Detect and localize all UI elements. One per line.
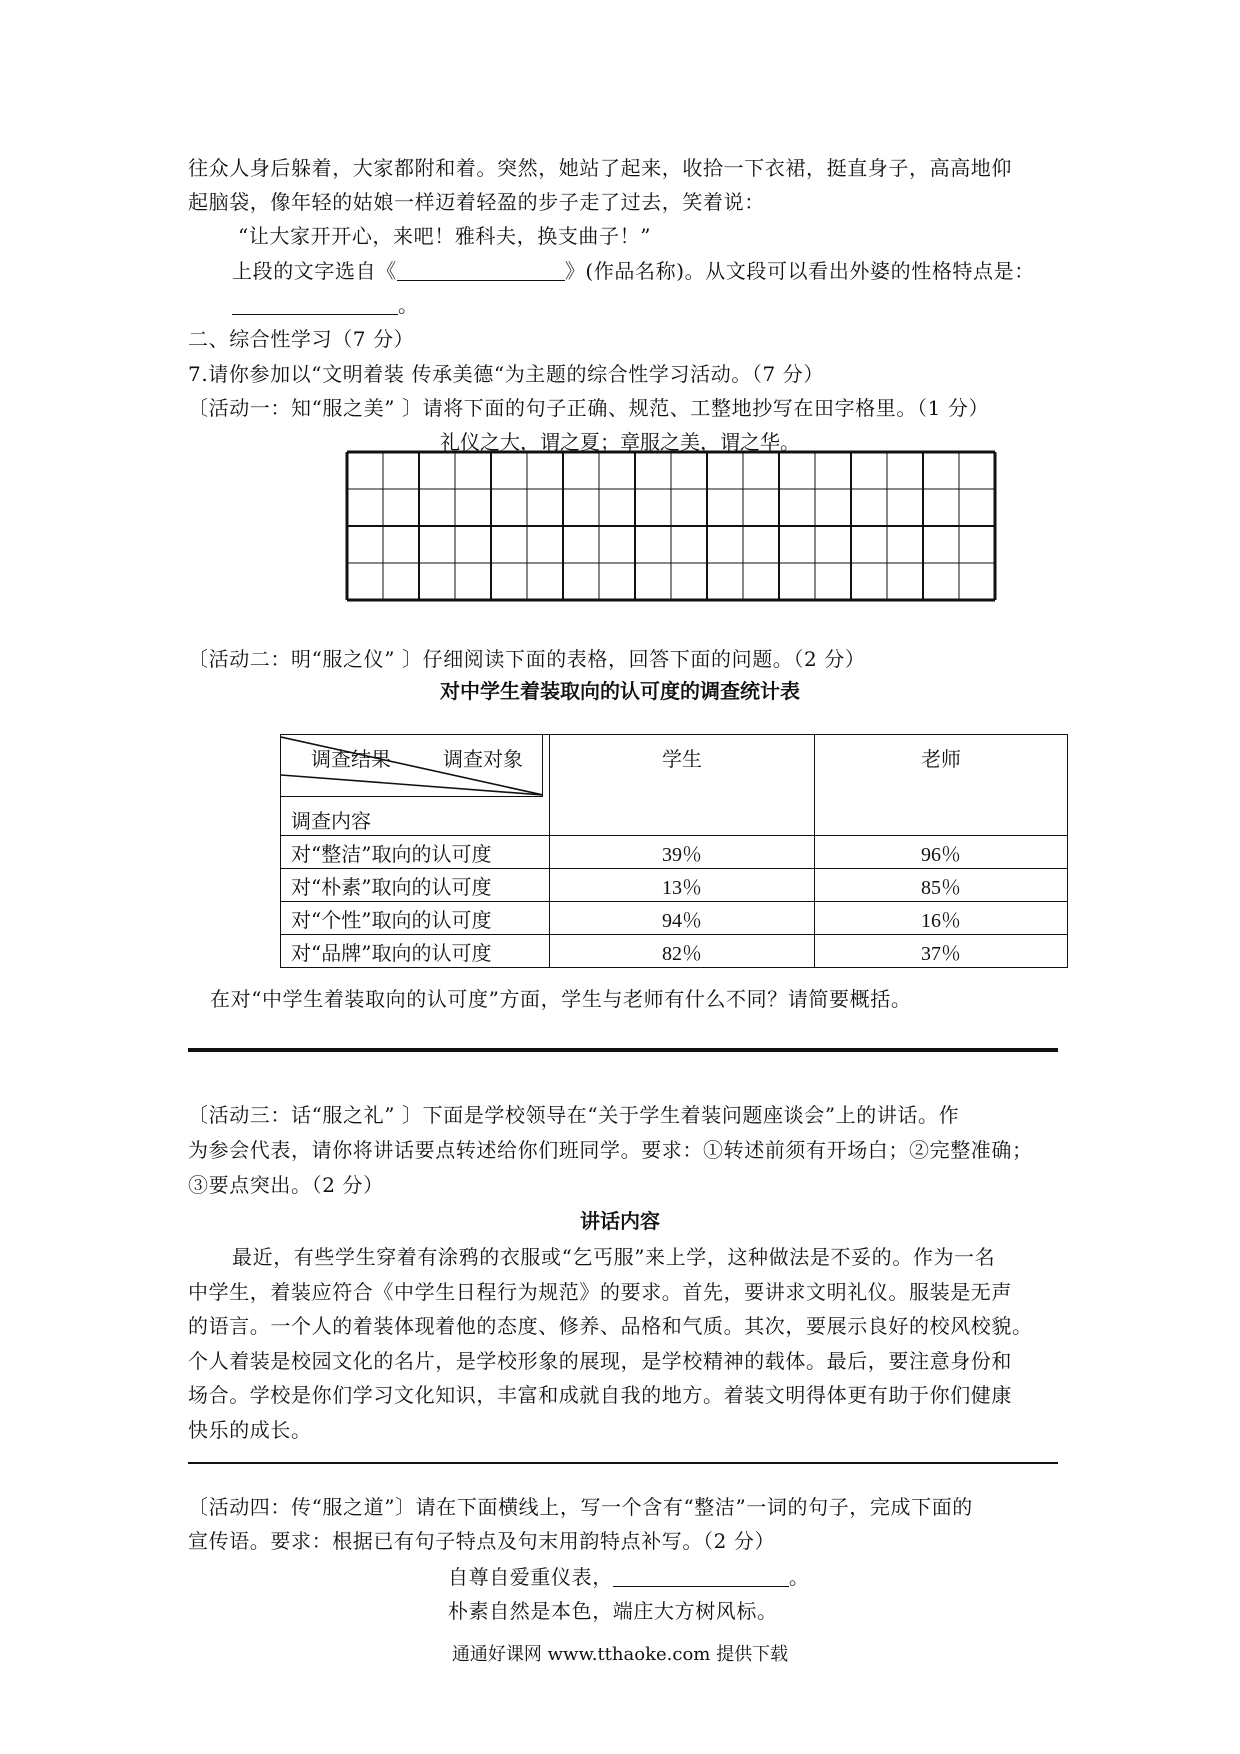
row-item: 对“整洁”取向的认可度	[281, 836, 550, 869]
grid-lines	[347, 452, 995, 600]
speech-line: 场合。学校是你们学习文化知识，丰富和成就自我的地方。着装文明得体更有助于你们健康	[188, 1383, 1012, 1407]
slogan-line-1	[448, 1562, 809, 1592]
table-row	[281, 935, 1068, 968]
survey-table	[280, 734, 1068, 968]
header-content: 调查内容	[291, 809, 371, 833]
passage-quote: “让大家开开心，来吧！雅科夫，换支曲子！”	[238, 224, 652, 248]
row-teachers: 37％	[815, 935, 1068, 968]
answer-blank-trait[interactable]	[232, 294, 398, 315]
diagonal-box	[281, 735, 543, 797]
table-row	[281, 902, 1068, 935]
row-item: 对“朴素”取向的认可度	[281, 869, 550, 902]
header-teachers: 老师	[815, 735, 1068, 836]
footer-credit: 通通好课网 www.tthaoke.com 提供下载	[451, 1644, 789, 1665]
activity4-line: 宣传语。要求：根据已有句子特点及句末用韵特点补写。（2 分）	[188, 1529, 776, 1553]
diagonal-header-cell	[281, 735, 550, 836]
speech-line: 中学生，着装应符合《中学生日程行为规范》的要求。首先，要讲求文明礼仪。服装是无声	[188, 1280, 1012, 1304]
activity2-question: 在对“中学生着装取向的认可度”方面，学生与老师有什么不同？请简要概括。	[210, 987, 912, 1011]
question-answer-line	[232, 290, 419, 320]
slogan-blank[interactable]	[613, 1566, 789, 1587]
row-item: 对“个性”取向的认可度	[281, 902, 550, 935]
passage-line: 往众人身后躲着，大家都附和着。突然，她站了起来，收拾一下衣裙，挺直身子，高高地仰	[188, 156, 1012, 180]
question-text: 上段的文字选自《	[232, 259, 397, 283]
period: 。	[788, 1565, 810, 1589]
row-teachers: 96％	[815, 836, 1068, 869]
row-students: 13％	[550, 869, 815, 902]
speech-line: 快乐的成长。	[188, 1418, 312, 1442]
row-students: 39％	[550, 836, 815, 869]
row-teachers: 85％	[815, 869, 1068, 902]
answer-line[interactable]	[188, 1462, 1058, 1464]
activity2-label: 〔活动二：明“服之仪” 〕仔细阅读下面的表格，回答下面的问题。（2 分）	[188, 647, 866, 671]
question-text: 》(作品名称)。从文段可以看出外婆的性格特点是：	[564, 259, 1035, 283]
table-row	[281, 836, 1068, 869]
period: 。	[398, 293, 419, 317]
table-row	[281, 869, 1068, 902]
row-students: 82％	[550, 935, 815, 968]
question-7: 7.请你参加以“文明着装 传承美德“为主题的综合性学习活动。（7 分）	[188, 362, 824, 386]
table-title: 对中学生着装取向的认可度的调查统计表	[440, 679, 800, 703]
activity1-label: 〔活动一：知“服之美” 〕请将下面的句子正确、规范、工整地抄写在田字格里。（1 分）	[188, 396, 990, 420]
answer-line[interactable]	[188, 1048, 1058, 1052]
row-teachers: 16％	[815, 902, 1068, 935]
section-heading: 二、综合性学习（7 分）	[188, 327, 415, 351]
slogan-line-2: 朴素自然是本色，端庄大方树风标。	[448, 1599, 778, 1623]
activity3-line: ③要点突出。（2 分）	[188, 1173, 384, 1197]
speech-line: 的语言。一个人的着装体现着他的态度、修养、品格和气质。其次，要展示良好的校风校貌。	[188, 1314, 1033, 1338]
speech-line: 个人着装是校园文化的名片，是学校形象的展现，是学校精神的载体。最后，要注意身份和	[188, 1349, 1012, 1373]
question-source	[232, 256, 1035, 286]
activity3-line: 〔活动三：话“服之礼” 〕下面是学校领导在“关于学生着装问题座谈会”上的讲话。作	[188, 1103, 960, 1127]
header-result: 调查结果	[311, 747, 391, 771]
speech-line: 最近，有些学生穿着有涂鸦的衣服或“乞丐服”来上学，这种做法是不妥的。作为一名	[232, 1245, 996, 1269]
row-students: 94％	[550, 902, 815, 935]
copy-sentence: 礼仪之大，谓之夏；章服之美，谓之华。	[440, 430, 800, 454]
tianzige-grid[interactable]	[345, 450, 997, 602]
header-object: 调查对象	[443, 747, 523, 771]
header-students: 学生	[550, 735, 815, 836]
row-item: 对“品牌”取向的认可度	[281, 935, 550, 968]
passage-line: 起脑袋，像年轻的姑娘一样迈着轻盈的步子走了过去，笑着说：	[188, 190, 765, 214]
answer-blank-title[interactable]	[397, 260, 565, 281]
speech-title: 讲话内容	[580, 1209, 660, 1233]
activity4-line: 〔活动四：传“服之道”〕请在下面横线上，写一个含有“整洁”一词的句子，完成下面的	[188, 1495, 973, 1519]
activity3-line: 为参会代表，请你将讲话要点转述给你们班同学。要求：①转述前须有开场白；②完整准确；	[188, 1138, 1033, 1162]
slogan-text: 自尊自爱重仪表，	[448, 1565, 613, 1589]
